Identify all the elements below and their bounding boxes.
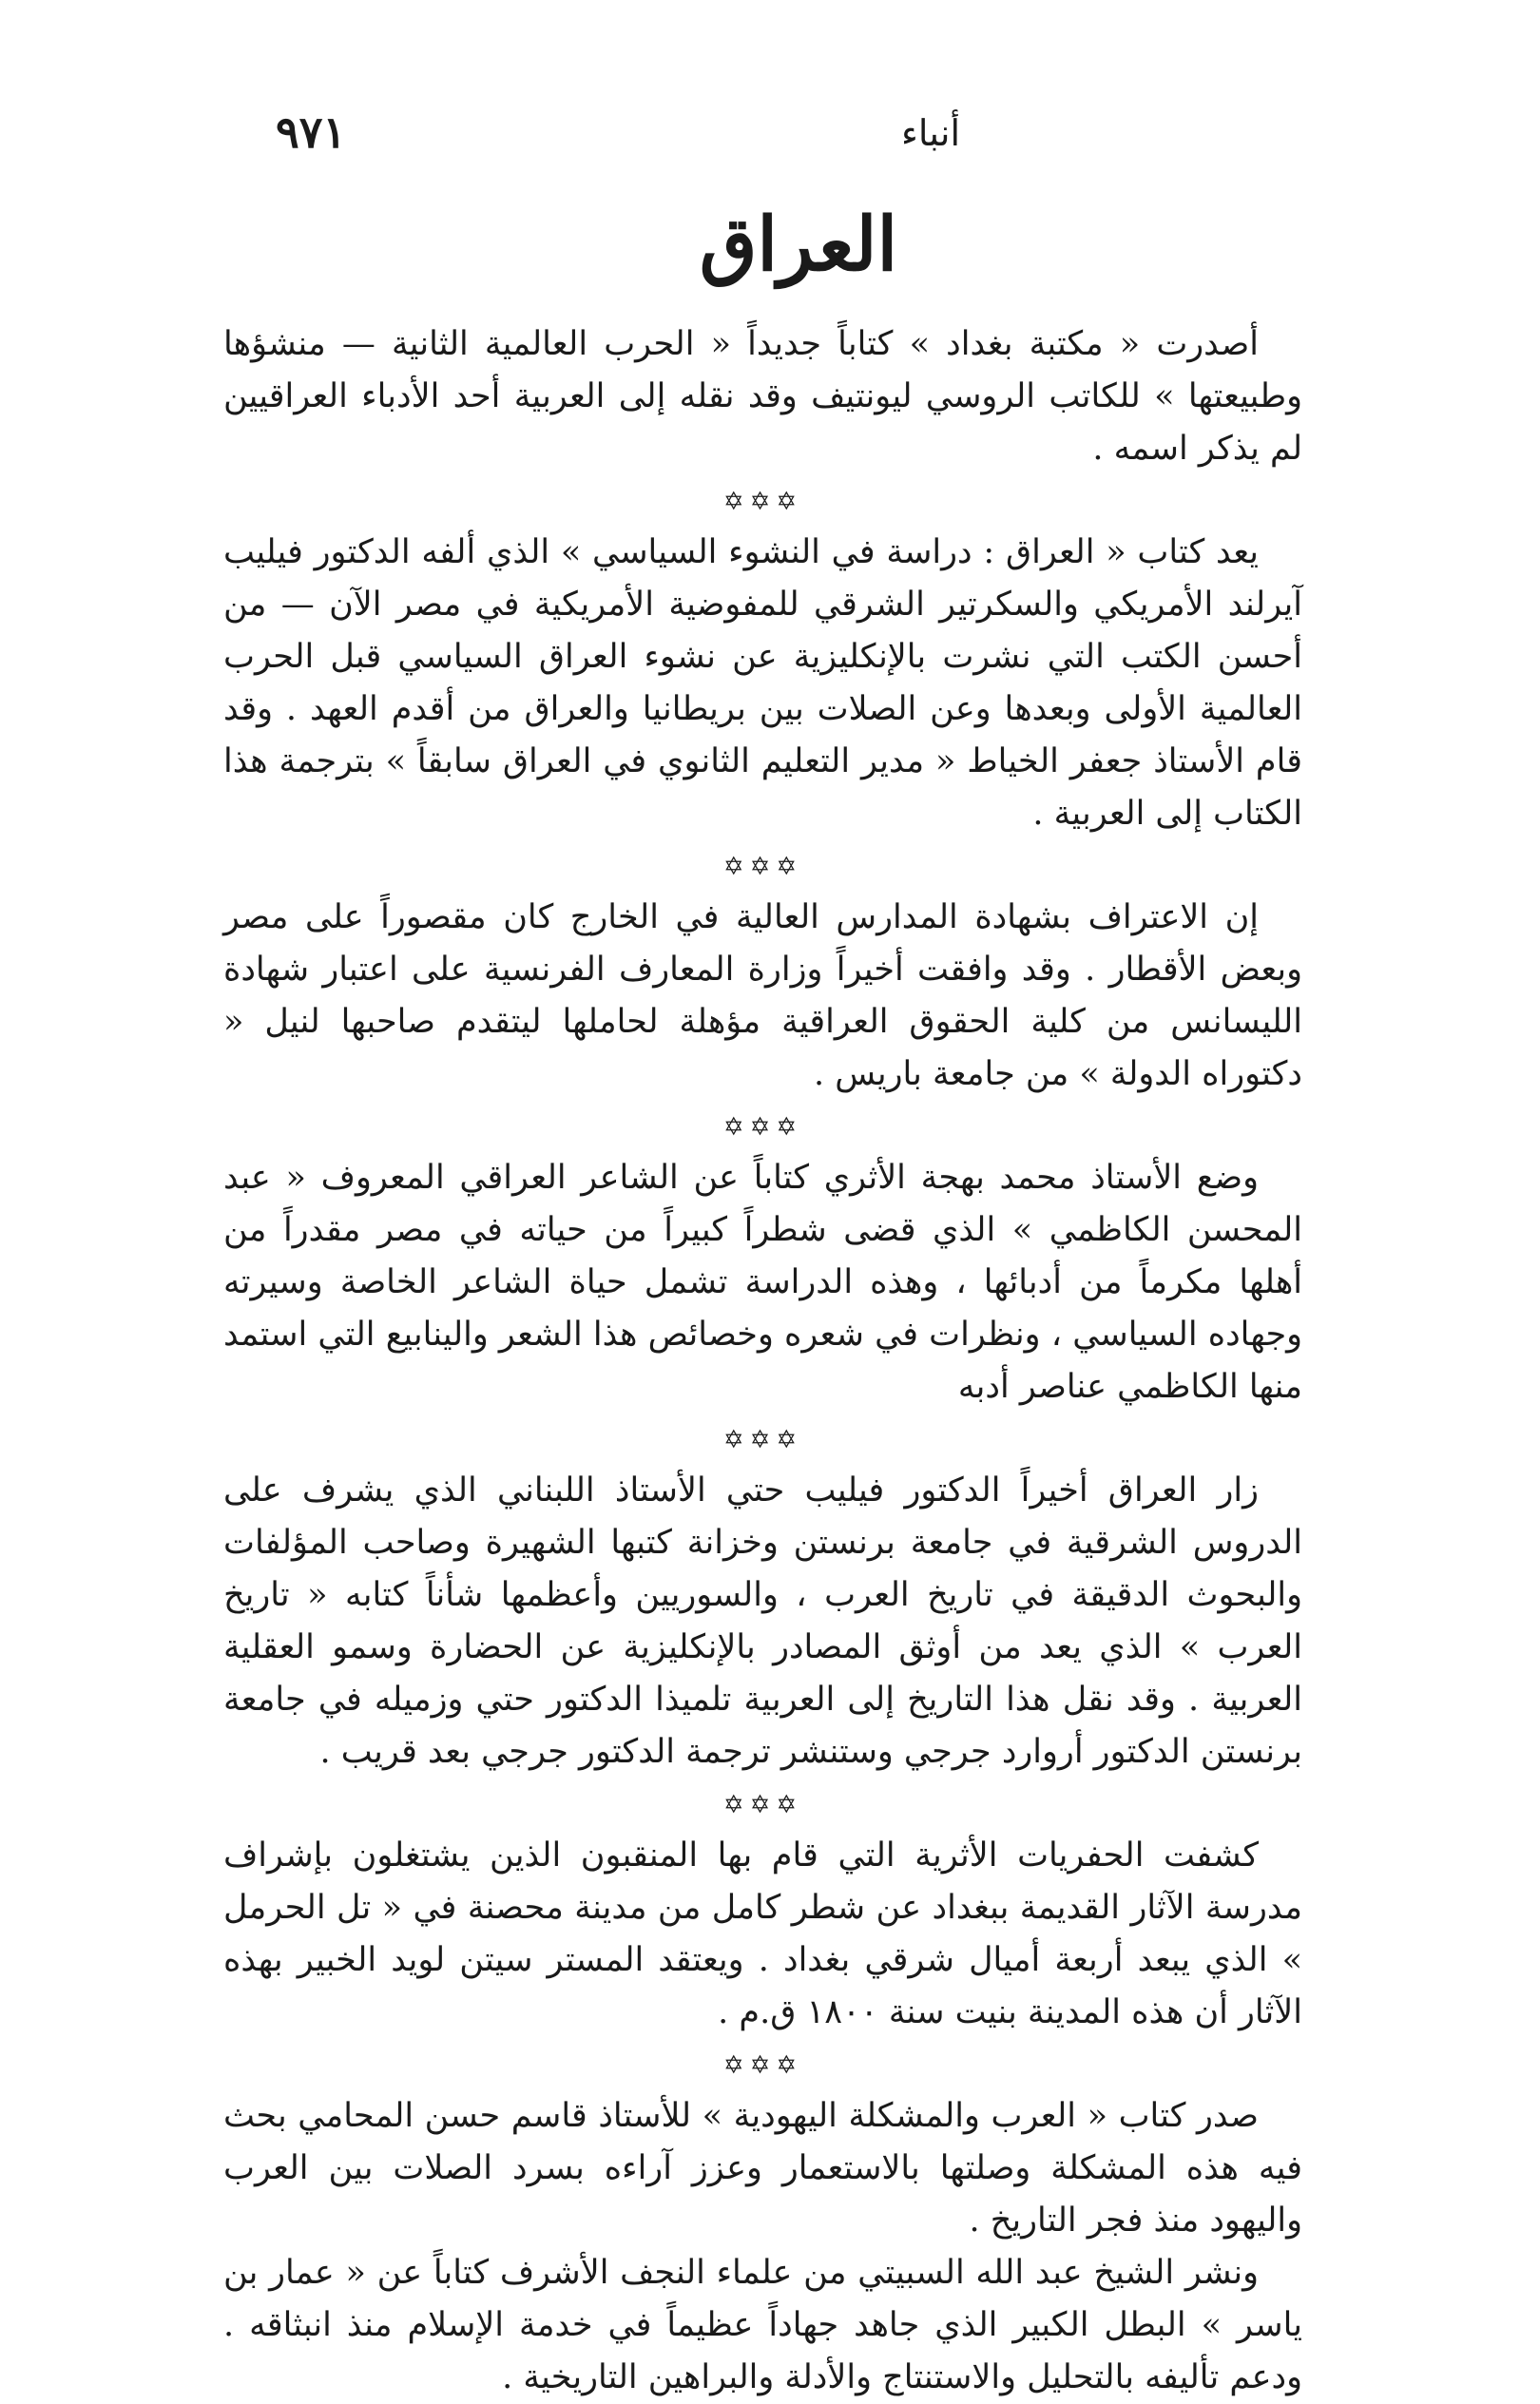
page-header bbox=[276, 106, 1302, 179]
article-body bbox=[223, 318, 1302, 2404]
star-separator: ✡✡✡ bbox=[722, 1113, 803, 1142]
paragraph-5: زار العراق أخيراً الدكتور فيليب حتي الأستاذ اللبناني الذي يشرف على الدروس الشرقية في جامعة برنستن وخزانة كتبها الشهيرة وصاحب المؤلفات والبحوث الدقيقة في تاريخ العرب ، والسوريين وأعظمها شأناً كتابه « تاريخ العرب » الذي يعد من أوثق المصادر بالإنكليزية عن الحضارة وسمو العقلية العربية . وقد نقل هذا التاريخ إلى العربية تلميذا الدكتور حتي وزميله في جامعة برنستن الدكتور أروارد جرجي وستنشر ترجمة الدكتور جرجي بعد قريب . bbox=[223, 1471, 1302, 1771]
paragraph-6: كشفت الحفريات الأثرية التي قام بها المنقبون الذين يشتغلون بإشراف مدرسة الآثار القديمة ببغداد عن شطر كامل من مدينة محصنة في « تل الحرمل » الذي يبعد أربعة أميال شرقي بغداد . ويعتقد المستر سيتن لويد الخبير بهذه الآثار أن هذه المدينة بنيت سنة ١٨٠٠ ق.م . bbox=[223, 1837, 1302, 2031]
paragraph-7: صدر كتاب « العرب والمشكلة اليهودية » للأستاذ قاسم حسن المحامي بحث فيه هذه المشكلة وصلتها بالاستعمار وعزز آراءه بسرد الصلات بين العرب واليهود منذ فجر التاريخ . bbox=[223, 2097, 1302, 2240]
star-separator: ✡✡✡ bbox=[722, 488, 803, 516]
paragraph-8: ونشر الشيخ عبد الله السبيتي من علماء النجف الأشرف كتاباً عن « عمار بن ياسر » البطل الكبير الذي جاهد جهاداً عظيماً في خدمة الإسلام منذ انبثاقه . ودعم تأليفه بالتحليل والاستنتاج والأدلة والبراهين التاريخية . bbox=[223, 2254, 1302, 2396]
paragraph-4: وضع الأستاذ محمد بهجة الأثري كتاباً عن الشاعر العراقي المعروف « عبد المحسن الكاظمي » الذي قضى شطراً كبيراً من حياته في مصر مقدراً من أهلها مكرماً من أدبائها ، وهذه الدراسة تشمل حياة الشاعر الخاصة وسيرته وجهاده السياسي ، ونظرات في شعره وخصائص هذا الشعر والينابيع التي استمد منها الكاظمي عناصر أدبه bbox=[223, 1159, 1302, 1406]
paragraph-2: يعد كتاب « العراق : دراسة في النشوء السياسي » الذي ألفه الدكتور فيليب آيرلند الأمريكي والسكرتير الشرقي للمفوضية الأمريكية في مصر الآن — من أحسن الكتب التي نشرت بالإنكليزية عن نشوء العراق السياسي قبل الحرب العالمية الأولى وبعدها وعن الصلات بين بريطانيا والعراق من أقدم العهد . وقد قام الأستاذ جعفر الخياط « مدير التعليم الثانوي في العراق سابقاً » بترجمة هذا الكتاب إلى العربية . bbox=[223, 533, 1302, 833]
star-separator: ✡✡✡ bbox=[722, 1791, 803, 1819]
section-title: العراق bbox=[699, 202, 898, 288]
paragraph-3: إن الاعتراف بشهادة المدارس العالية في الخارج كان مقصوراً على مصر وبعض الأقطار . وقد وافقت أخيراً وزارة المعارف الفرنسية على اعتبار شهادة الليسانس من كلية الحقوق العراقية مؤهلة لحاملها ليتقدم صاحبها لنيل « دكتوراه الدولة » من جامعة باريس . bbox=[223, 898, 1302, 1093]
star-separator: ✡✡✡ bbox=[722, 1426, 803, 1454]
paragraph-1: أصدرت « مكتبة بغداد » كتاباً جديداً « الحرب العالمية الثانية — منشؤها وطبيعتها » للكاتب الروسي ليونتيف وقد نقله إلى العربية أحد الأدباء العراقيين لم يذكر اسمه . bbox=[223, 325, 1302, 468]
running-head: أنباء bbox=[900, 112, 960, 154]
page-number: ٩٧١ bbox=[276, 106, 347, 158]
star-separator: ✡✡✡ bbox=[722, 853, 803, 881]
star-separator: ✡✡✡ bbox=[722, 2051, 803, 2080]
